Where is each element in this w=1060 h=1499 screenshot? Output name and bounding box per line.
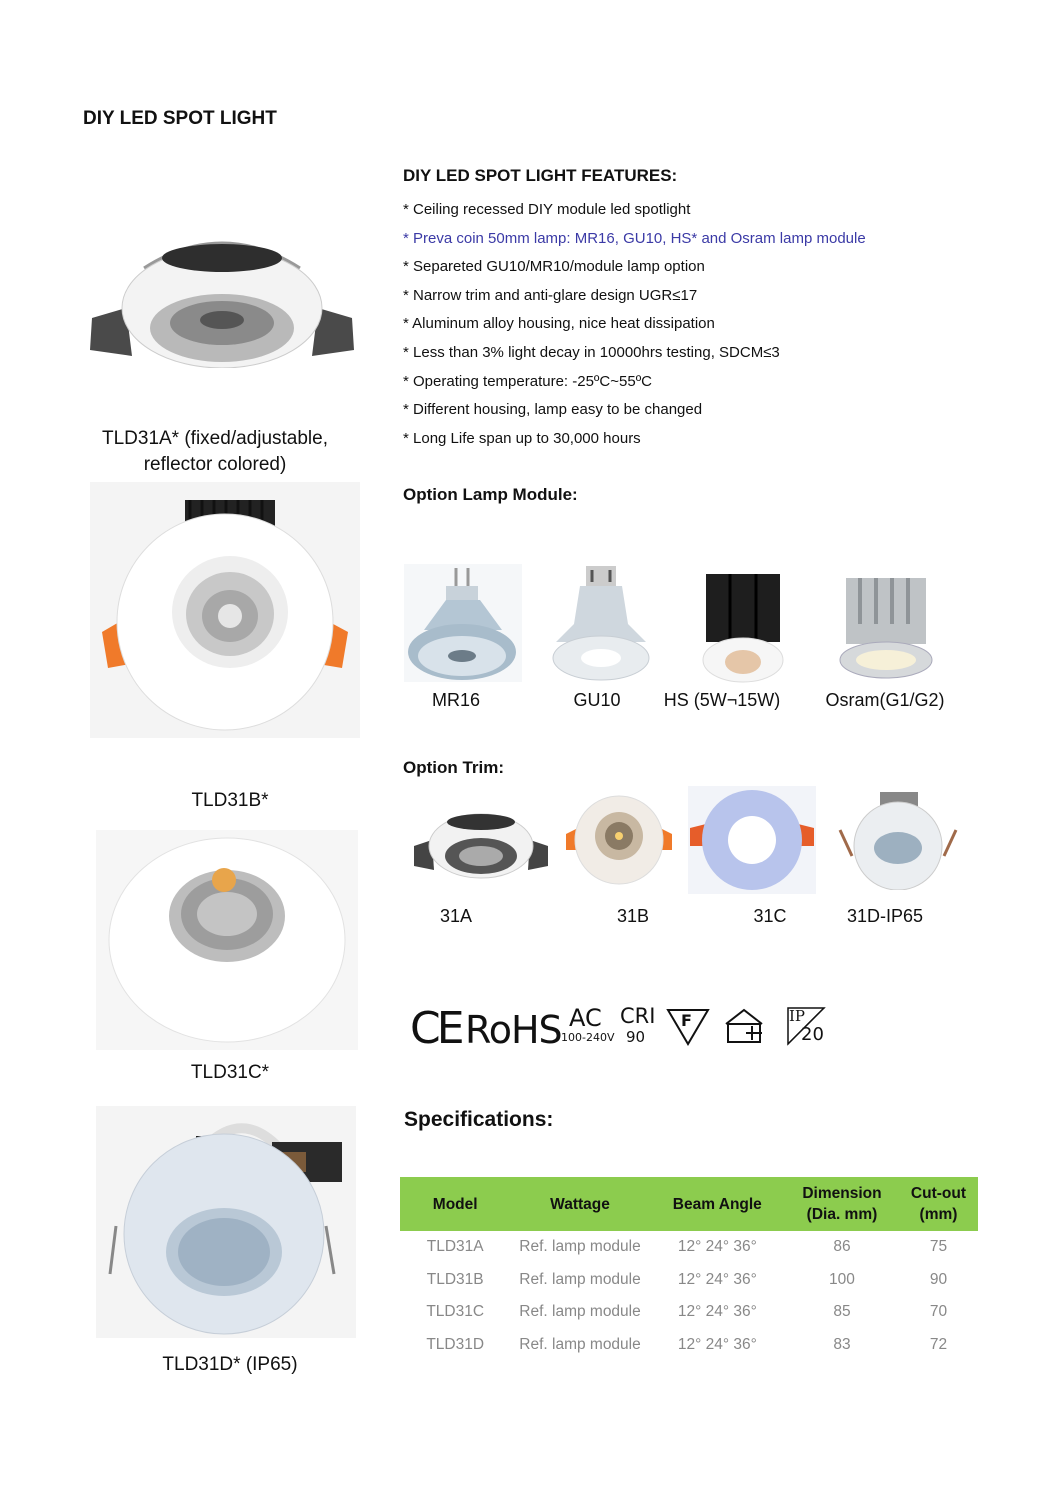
feature-item: * Long Life span up to 30,000 hours [403,429,641,447]
feature-item: * Operating temperature: -25ºC~55ºC [403,372,653,390]
f-mark-label: F [681,1011,692,1030]
ip-prefix-label: IP [789,1007,806,1025]
table-row [400,1231,978,1264]
column-header-dimension: Dimension (Dia. mm) [785,1177,899,1231]
table-cell: Ref. lamp module [519,1270,641,1288]
lamp-image-hs [700,568,786,684]
feature-item: * Preva coin 50mm lamp: MR16, GU10, HS* and Osram lamp module [403,229,866,247]
table-cell: TLD31C [426,1303,485,1321]
trim-label-31b: 31B [616,906,650,926]
feature-item: * Different housing, lamp easy to be changed [403,401,703,419]
features-list [403,200,866,457]
table-cell: 100 [829,1270,855,1288]
product-image-tld31d [96,1106,356,1338]
product-caption-tld31d: TLD31D* (IP65) [162,1354,298,1375]
lamp-image-osram [838,572,934,684]
trim-label-31c: 31C [753,906,787,926]
product-image-tld31a [84,228,360,368]
cri-value-label: 90 [626,1028,646,1046]
feature-item: * Aluminum alloy housing, nice heat dissipation [403,315,715,333]
table-cell: 75 [929,1238,948,1256]
table-cell: 12° 24° 36° [677,1303,757,1321]
table-cell: 86 [833,1238,851,1256]
caption-line-2: reflector colored) [143,454,287,475]
feature-item: * Separeted GU10/MR10/module lamp option [403,258,705,276]
table-cell: 12° 24° 36° [677,1335,757,1353]
lamp-image-mr16 [404,564,522,682]
lamp-module-heading: Option Lamp Module: [403,485,578,504]
lamp-label-mr16: MR16 [431,690,480,710]
ac-range-label: 100-240V [561,1031,615,1044]
specifications-title: Specifications: [404,1108,554,1131]
table-cell: Ref. lamp module [519,1303,641,1321]
table-cell: Ref. lamp module [519,1238,641,1256]
product-caption-tld31c: TLD31C* [190,1062,270,1083]
caption-line-1: TLD31A* (fixed/adjustable, [101,428,328,449]
table-cell: 70 [929,1303,948,1321]
feature-item: * Ceiling recessed DIY module led spotlight [403,201,691,218]
column-header-beam-angle: Beam Angle [650,1177,785,1231]
ac-mark-icon: AC [569,1004,602,1032]
table-row [400,1264,978,1297]
product-image-tld31b [90,482,360,738]
table-header-row [400,1177,978,1231]
lamp-label-hs: HS (5W¬15W) [663,690,781,710]
table-row [400,1329,978,1362]
lamp-label-gu10: GU10 [573,690,621,710]
feature-item: * Less than 3% light decay in 10000hrs testing, SDCM≤3 [403,343,780,361]
trim-heading: Option Trim: [403,758,505,777]
table-cell: 12° 24° 36° [677,1238,757,1256]
product-caption-tld31b: TLD31B* [191,790,269,811]
trim-image-31b [564,794,674,886]
features-heading: DIY LED SPOT LIGHT FEATURES: [403,166,678,185]
table-cell: 12° 24° 36° [677,1270,757,1288]
column-header-model: Model [400,1177,510,1231]
trim-image-31c [688,786,816,894]
lamp-image-gu10 [550,564,654,684]
cri-mark-icon: CRI [620,1004,656,1028]
rohs-mark-icon: RoHS [465,1008,562,1052]
ce-mark-icon: CE [410,1003,461,1054]
product-caption-tld31a [60,426,370,478]
specifications-table [400,1177,978,1361]
table-cell: TLD31D [426,1335,485,1353]
table-cell: 83 [833,1335,851,1353]
table-row [400,1296,978,1329]
indoor-use-icon [722,1006,768,1046]
table-cell: TLD31A [426,1238,484,1256]
trim-label-31a: 31A [439,906,473,926]
page-title: DIY LED SPOT LIGHT [83,108,277,129]
ip-value-label: 20 [801,1024,824,1045]
table-cell: 72 [929,1335,948,1353]
column-header-cutout: Cut-out (mm) [899,1177,978,1231]
table-cell: TLD31B [426,1270,484,1288]
trim-image-31a [412,800,550,880]
table-cell: 90 [929,1270,948,1288]
table-cell: Ref. lamp module [519,1335,641,1353]
product-image-tld31c [96,830,358,1050]
feature-item: * Narrow trim and anti-glare design UGR≤17 [403,286,698,304]
lamp-label-osram: Osram(G1/G2) [825,690,945,710]
trim-label-31d: 31D-IP65 [846,906,924,926]
table-cell: 85 [833,1303,851,1321]
column-header-wattage: Wattage [510,1177,649,1231]
trim-image-31d [836,790,960,890]
